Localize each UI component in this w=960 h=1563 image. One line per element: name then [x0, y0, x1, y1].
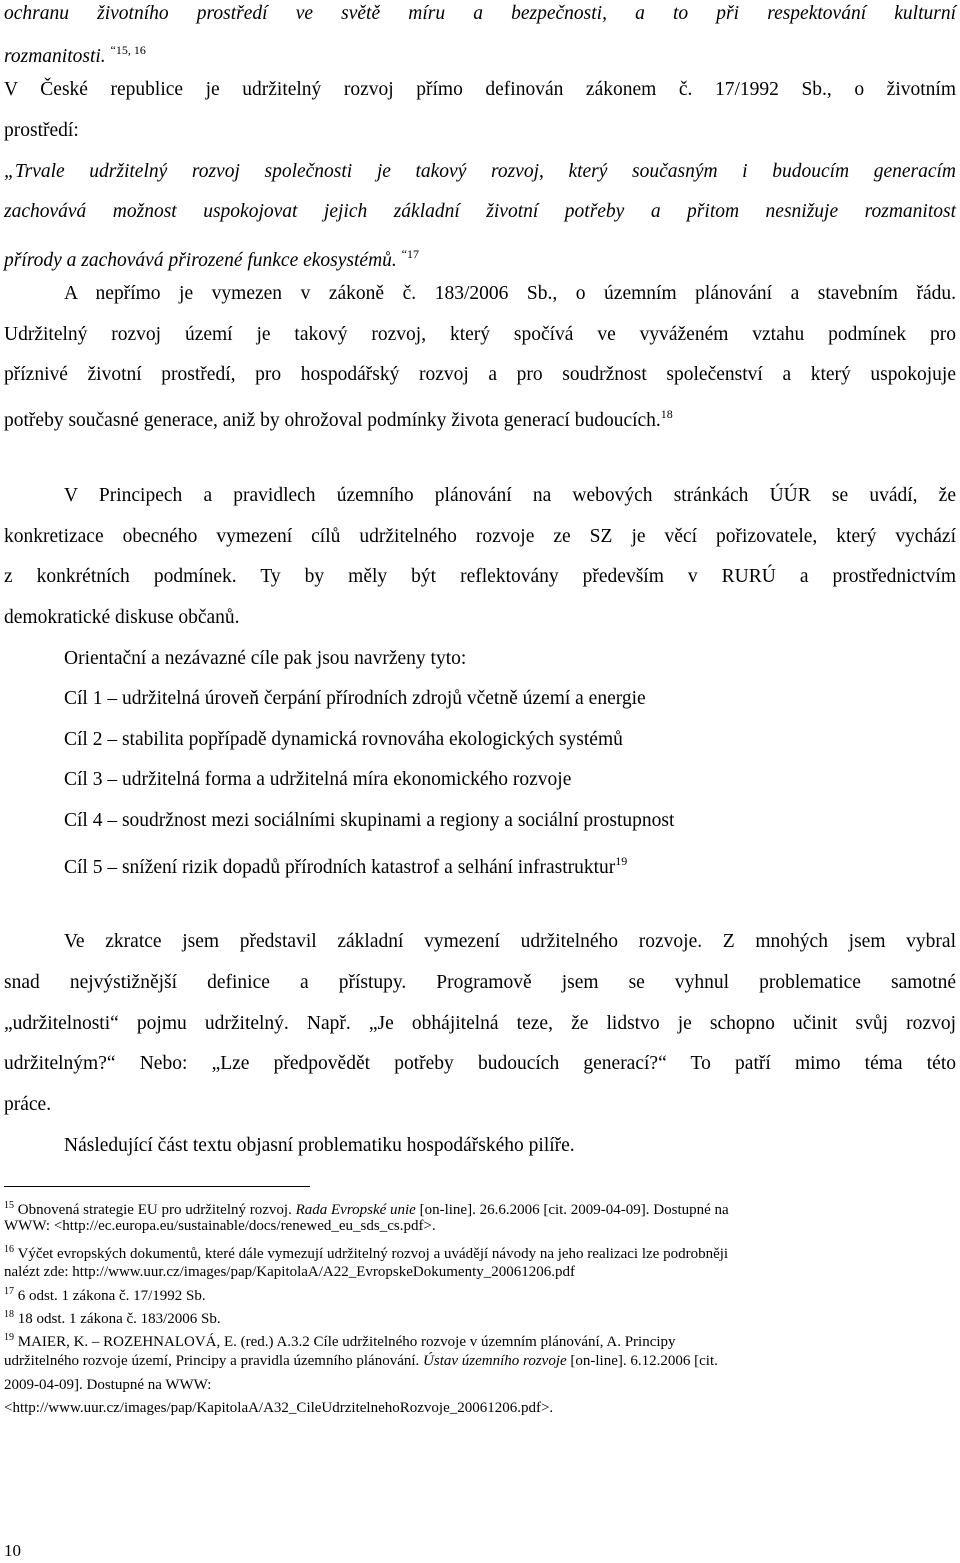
- footnote-text: [on-line]. 6.12.2006 [cit.: [570, 1353, 718, 1369]
- footnote-text: 6 odst. 1 zákona č. 17/1992 Sb.: [17, 1288, 206, 1304]
- goal-item: Cíl 1 – udržitelná úroveň čerpání přírodních zdrojů včetně území a energie: [64, 688, 646, 709]
- body-line: Udržitelný rozvoj území je takový rozvoj, který spočívá ve vyváženém vztahu podmínek pro: [4, 324, 956, 345]
- footnote-number: 18: [4, 1309, 14, 1320]
- body-line: Následující část textu objasní problematiku hospodářského pilíře.: [64, 1135, 575, 1156]
- body-line: Orientační a nezávazné cíle pak jsou navrženy tyto:: [64, 648, 467, 669]
- body-line: prostředí:: [4, 120, 79, 141]
- footnote-source: Ústav územního rozvoje: [423, 1353, 567, 1369]
- body-line: V České republice je udržitelný rozvoj přímo definován zákonem č. 17/1992 Sb., o životním: [4, 79, 956, 100]
- footnote-text: Výčet evropských dokumentů, které dále vymezují udržitelný rozvoj a uvádějí návody na jeho realizaci lze podrobněji: [17, 1246, 729, 1262]
- body-line: z konkrétních podmínek. Ty by měly být reflektovány především v RURÚ a prostřednictvím: [4, 566, 956, 587]
- footnote-number: 15: [4, 1200, 14, 1211]
- body-line: práce.: [4, 1094, 52, 1115]
- footnote-16-cont: nalézt zde: http://www.uur.cz/images/pap/KapitolaA/A22_EvropskeDokumenty_20061206.pdf: [4, 1264, 575, 1280]
- footnote-18: [4, 1305, 944, 1329]
- quote-line: zachovává možnost uspokojovat jejich základní životní potřeby a přitom nesnižuje rozmanitost: [4, 201, 956, 222]
- body-line: V Principech a pravidlech územního plánování na webových stránkách ÚÚR se uvádí, že: [64, 485, 956, 506]
- quote-line: „Trvale udržitelný rozvoj společnosti je takový rozvoj, který současným i budoucím generacím: [4, 161, 956, 182]
- footnote-19: [4, 1328, 944, 1352]
- goal-item: Cíl 4 – soudržnost mezi sociálními skupinami a regiony a sociální prostupnost: [64, 810, 675, 831]
- footnote-number: 17: [4, 1286, 14, 1297]
- goal-text: Cíl 5 – snížení rizik dopadů přírodních katastrof a selhání infrastruktur: [64, 857, 616, 878]
- footnote-text: 18 odst. 1 zákona č. 183/2006 Sb.: [17, 1311, 221, 1327]
- body-line: ochranu životního prostředí ve světě míru a bezpečnosti, a to při respektování kulturní: [4, 3, 956, 24]
- body-line: [4, 402, 956, 433]
- footnote-number: 16: [4, 1244, 14, 1255]
- body-line: Ve zkratce jsem představil základní vymezení udržitelného rozvoje. Z mnohých jsem vybral: [64, 931, 956, 952]
- footnote-ref: “15, 16: [110, 43, 146, 57]
- goal-item: [64, 849, 960, 880]
- body-text: potřeby současné generace, aniž by ohrožoval podmínky života generací budoucích.: [4, 410, 661, 431]
- footnote-divider: [4, 1186, 310, 1187]
- footnote-text: udržitelného rozvoje území, Principy a pravidla územního plánování.: [4, 1353, 420, 1369]
- body-line: příznivé životní prostředí, pro hospodářský rozvoj a pro soudržnost společenství a který uspokojuje: [4, 364, 956, 385]
- body-text: rozmanitosti.: [4, 46, 106, 67]
- quote-text: přírody a zachovává přirozené funkce ekosystémů.: [4, 250, 397, 271]
- footnote-19-cont: 2009-04-09]. Dostupné na WWW:: [4, 1377, 212, 1393]
- footnote-source: Rada Evropské unie: [295, 1202, 416, 1218]
- footnote-text: Obnovená strategie EU pro udržitelný rozvoj.: [17, 1202, 292, 1218]
- footnote-16: [4, 1240, 944, 1264]
- footnote-text: MAIER, K. – ROZEHNALOVÁ, E. (red.) A.3.2 Cíle udržitelného rozvoje v územním plánování, A. Principy: [17, 1334, 676, 1350]
- body-line: A nepřímo je vymezen v zákoně č. 183/2006 Sb., o územním plánování a stavebním řádu.: [64, 283, 956, 304]
- footnote-ref: 19: [615, 854, 628, 868]
- footnote-number: 19: [4, 1332, 14, 1343]
- goal-item: Cíl 2 – stabilita popřípadě dynamická rovnováha ekologických systémů: [64, 729, 623, 750]
- goal-item: Cíl 3 – udržitelná forma a udržitelná míra ekonomického rozvoje: [64, 769, 572, 790]
- footnote-text: [on-line]. 26.6.2006 [cit. 2009-04-09]. Dostupné na: [419, 1202, 729, 1218]
- body-line: udržitelným?“ Nebo: „Lze předpovědět potřeby budoucích generací?“ To patří mimo téma této: [4, 1053, 956, 1074]
- footnote-19-cont: [4, 1352, 944, 1371]
- body-line: „udržitelnosti“ pojmu udržitelný. Např. „Je obhájitelná teze, že lidstvo je schopno učinit svůj rozvoj: [4, 1013, 956, 1034]
- footnote-ref: “17: [401, 247, 419, 261]
- footnote-17: [4, 1282, 944, 1306]
- body-line: snad nejvýstižnější definice a přístupy. Programově jsem se vyhnul problematice samotné: [4, 972, 956, 993]
- body-line: demokratické diskuse občanů.: [4, 607, 240, 628]
- body-line: [4, 38, 956, 69]
- page-number: 10: [4, 1541, 21, 1560]
- footnote-15-cont: WWW: <http://ec.europa.eu/sustainable/docs/renewed_eu_sds_cs.pdf>.: [4, 1218, 436, 1234]
- footnote-19-cont: <http://www.uur.cz/images/pap/KapitolaA/A32_CileUdrzitelnehoRozvoje_20061206.pdf>.: [4, 1400, 554, 1416]
- body-line: konkretizace obecného vymezení cílů udržitelného rozvoje ze SZ je věcí pořizovatele, který vychází: [4, 526, 956, 547]
- footnote-ref: 18: [660, 407, 673, 421]
- quote-line: [4, 242, 956, 273]
